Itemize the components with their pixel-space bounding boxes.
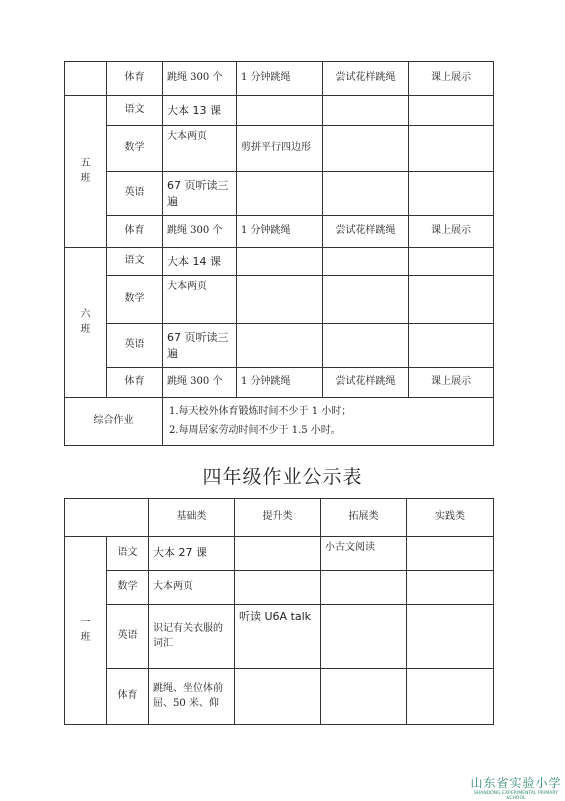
basic-cell: 67 页听读三遍 [163, 324, 237, 368]
column-header: 提升类 [235, 499, 321, 537]
comprehensive-line-1: 1.每天校外体育锻炼时间不少于 1 小时； [169, 406, 352, 417]
table-row [65, 605, 494, 669]
school-logo-english: SHANDONG EXPERIMENTAL PRIMARY SCHOOL [473, 791, 558, 801]
basic-cell: 大本 13 课 [163, 96, 237, 126]
school-logo [470, 774, 562, 801]
extended-cell [323, 248, 409, 276]
extended-cell [321, 571, 407, 605]
practice-cell [409, 324, 494, 368]
advanced-cell [235, 669, 321, 725]
column-header: 拓展类 [321, 499, 407, 537]
practice-cell [407, 537, 494, 571]
class-label: 一 班 [65, 537, 107, 725]
basic-cell: 跳绳 300 个 [163, 62, 237, 96]
subject-cell: 体育 [107, 216, 163, 248]
table-row [65, 669, 494, 725]
grade4-title: 四年级作业公示表 [202, 466, 363, 488]
header-corner [65, 499, 149, 537]
extended-cell [323, 172, 409, 216]
subject-cell: 数学 [107, 276, 163, 324]
advanced-cell [235, 537, 321, 571]
extended-cell: 尝试花样跳绳 [323, 216, 409, 248]
basic-cell: 跳绳 300 个 [163, 368, 237, 398]
practice-cell [409, 96, 494, 126]
practice-cell [409, 276, 494, 324]
column-header: 实践类 [407, 499, 494, 537]
advanced-cell: 1 分钟跳绳 [237, 368, 323, 398]
advanced-cell [235, 571, 321, 605]
school-logo-chinese: 山东省实验小学 [470, 776, 562, 790]
subject-cell: 语文 [107, 96, 163, 126]
table-row [65, 324, 494, 368]
extended-cell [321, 669, 407, 725]
basic-cell: 大本 14 课 [163, 248, 237, 276]
subject-cell: 英语 [107, 324, 163, 368]
table-row [65, 62, 494, 96]
extended-cell [321, 605, 407, 669]
practice-cell: 课上展示 [409, 368, 494, 398]
subject-cell: 体育 [107, 669, 149, 725]
basic-cell: 跳绳、坐位体前屈、50 米、仰 [149, 669, 235, 725]
practice-cell [407, 605, 494, 669]
subject-cell: 语文 [107, 537, 149, 571]
grade4-table [64, 498, 494, 725]
basic-cell: 大本两页 [149, 571, 235, 605]
practice-cell [407, 669, 494, 725]
subject-cell: 语文 [107, 248, 163, 276]
table-row [65, 571, 494, 605]
practice-cell [407, 571, 494, 605]
basic-cell: 67 页听读三遍 [163, 172, 237, 216]
basic-cell: 大本两页 [163, 276, 237, 324]
practice-cell: 课上展示 [409, 216, 494, 248]
practice-cell [409, 126, 494, 172]
extended-cell [323, 126, 409, 172]
subject-cell: 体育 [107, 368, 163, 398]
comprehensive-content [163, 398, 494, 446]
comprehensive-line-2: 2.每周居家劳动时间不少于 1.5 小时。 [169, 424, 341, 436]
extended-cell [323, 96, 409, 126]
advanced-cell [237, 172, 323, 216]
extended-cell: 尝试花样跳绳 [323, 62, 409, 96]
advanced-cell: 剪拼平行四边形 [237, 126, 323, 172]
class-cell-continued [65, 62, 107, 96]
table-row [65, 172, 494, 216]
practice-cell [409, 248, 494, 276]
basic-cell: 大本两页 [163, 126, 237, 172]
advanced-cell [237, 324, 323, 368]
extended-cell [323, 276, 409, 324]
table-row [65, 398, 494, 446]
subject-cell: 体育 [107, 62, 163, 96]
advanced-cell: 听读 U6A talk [235, 605, 321, 669]
advanced-cell [237, 96, 323, 126]
advanced-cell [237, 248, 323, 276]
subject-cell: 数学 [107, 571, 149, 605]
comprehensive-label: 综合作业 [65, 398, 163, 446]
basic-cell: 大本 27 课 [149, 537, 235, 571]
subject-cell: 数学 [107, 126, 163, 172]
column-header: 基础类 [149, 499, 235, 537]
practice-cell [409, 172, 494, 216]
table-row [65, 216, 494, 248]
advanced-cell: 1 分钟跳绳 [237, 62, 323, 96]
table-row [65, 276, 494, 324]
table-row [65, 96, 494, 126]
table-row [65, 126, 494, 172]
basic-cell: 跳绳 300 个 [163, 216, 237, 248]
extended-cell: 小古文阅读 [321, 537, 407, 571]
grade-table-part1 [64, 61, 494, 446]
practice-cell: 课上展示 [409, 62, 494, 96]
table-header-row [65, 499, 494, 537]
table-row [65, 537, 494, 571]
subject-cell: 英语 [107, 172, 163, 216]
advanced-cell: 1 分钟跳绳 [237, 216, 323, 248]
table-row [65, 368, 494, 398]
subject-cell: 英语 [107, 605, 149, 669]
advanced-cell [237, 276, 323, 324]
extended-cell: 尝试花样跳绳 [323, 368, 409, 398]
class-label: 六 班 [65, 248, 107, 398]
class-label: 五 班 [65, 96, 107, 248]
basic-cell: 识记有关衣服的词汇 [149, 605, 235, 669]
extended-cell [323, 324, 409, 368]
table-row [65, 248, 494, 276]
